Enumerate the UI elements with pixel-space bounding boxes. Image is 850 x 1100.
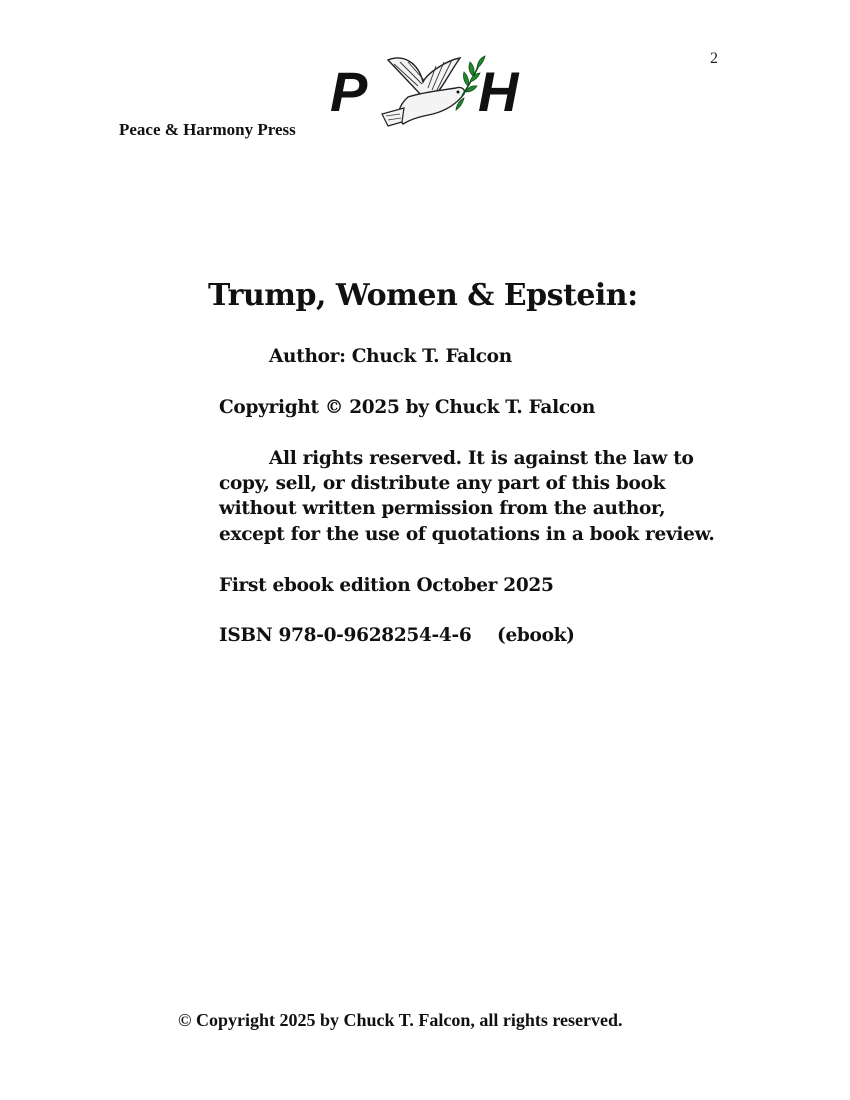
isbn-line: ISBN 978-0-9628254-4-6: [219, 625, 472, 646]
rights-line: copy, sell, or distribute any part of this book: [219, 473, 666, 494]
footer-copyright: © Copyright 2025 by Chuck T. Falcon, all rights reserved.: [178, 1010, 623, 1030]
author-line: Author: Chuck T. Falcon: [269, 346, 512, 367]
logo-letter-p: P: [330, 60, 368, 123]
copyright-line: Copyright © 2025 by Chuck T. Falcon: [219, 397, 595, 418]
rights-line: All rights reserved. It is against the law to: [269, 448, 694, 469]
publisher-name: Peace & Harmony Press: [119, 120, 296, 139]
logo-letter-h: H: [478, 60, 519, 123]
rights-line: without written permission from the author,: [219, 498, 666, 519]
page-number: 2: [710, 50, 718, 67]
edition-line: First ebook edition October 2025: [219, 575, 554, 596]
rights-line: except for the use of quotations in a book review.: [219, 524, 715, 545]
dove-with-olive-branch-icon: [378, 52, 488, 132]
publisher-logo: [326, 52, 548, 132]
isbn-format: (ebook): [497, 625, 575, 646]
book-title: Trump, Women & Epstein:: [208, 278, 638, 313]
